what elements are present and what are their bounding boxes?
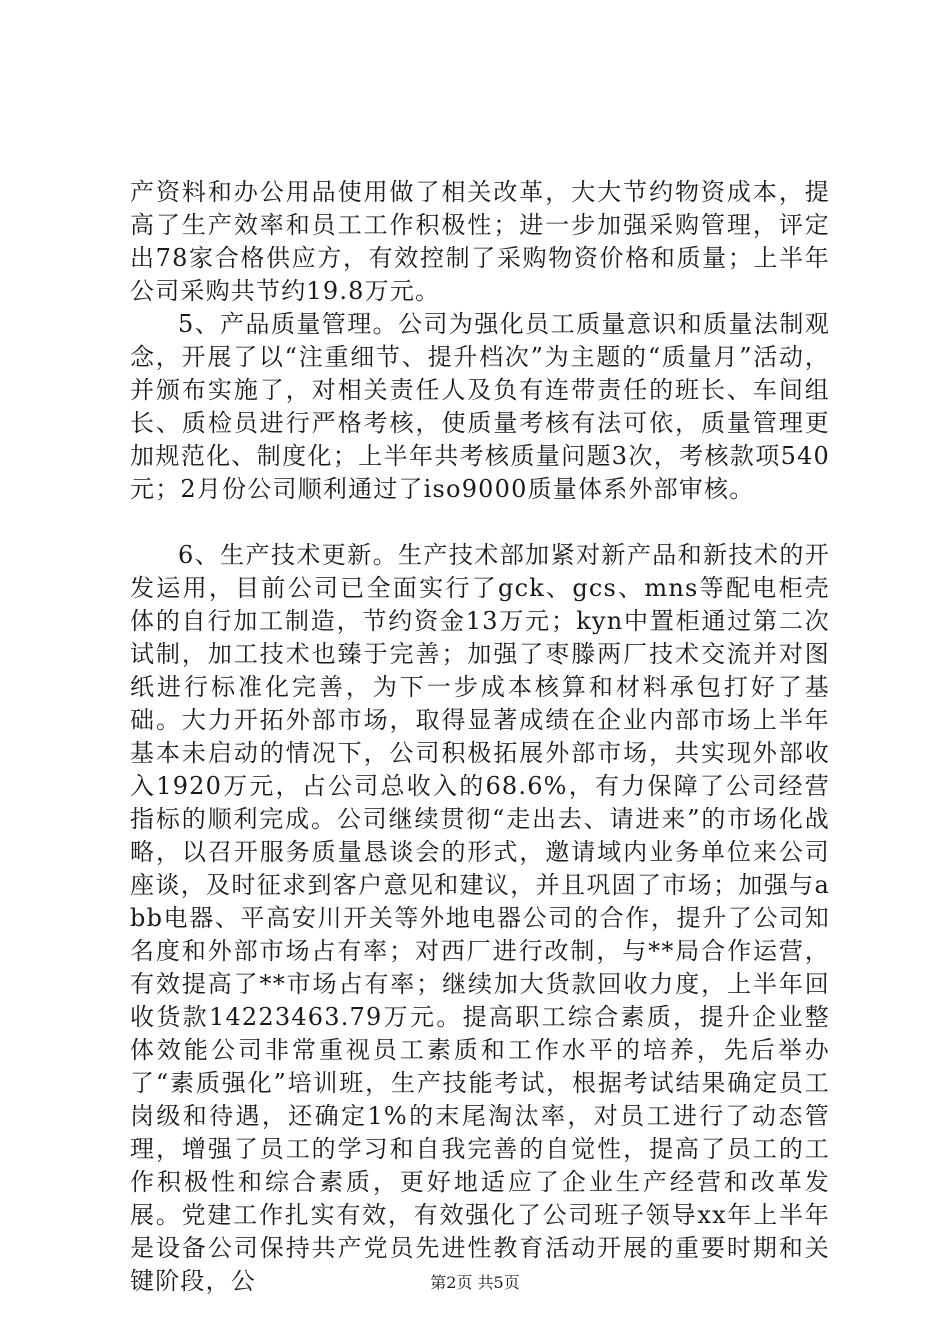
paragraph-technology-update: 6、生产技术更新。生产技术部加紧对新产品和新技术的开发运用，目前公司已全面实行了gck、gcs、mns等配电柜壳体的自行加工制造，节约资金13万元；kyn中置柜通过第二次试制，加工技术也臻于完善；加强了枣滕两厂技术交流并对图纸进行标准化完善，为下一步成本核算和材料承包打好了基础。大力开拓外部市场，取得显著成绩在企业内部市场上半年基本未启动的情况下，公司积极拓展外部市场，共实现外部收入1920万元，占公司总收入的68.6%，有力保障了公司经营指标的顺利完成。公司继续贯彻“走出去、请进来”的市场化战略，以召开服务质量恳谈会的形式，邀请域内业务单位来公司座谈，及时征求到客户意见和建议，并且巩固了市场；加强与abb电器、平高安川开关等外地电器公司的合作，提升了公司知名度和外部市场占有率；对西厂进行改制，与**局合作运营，有效提高了**市场占有率；继续加大货款回收力度，上半年回收货款14223463.79万元。提高职工综合素质，提升企业整体效能公司非常重视员工素质和工作水平的培养，先后举办了“素质强化”培训班，生产技能考试，根据考试结果确定员工岗级和待遇，还确定1%的末尾淘汰率，对员工进行了动态管理，增强了员工的学习和自我完善的自觉性，提高了员工的工作积极性和综合素质，更好地适应了企业生产经营和改革发展。党建工作扎实有效，有效强化了公司班子领导xx年上半年是设备公司保持共产党员先进性教育活动开展的重要时期和关键阶段，公: [130, 541, 830, 1295]
paragraph-spacer: [130, 506, 830, 539]
document-page: [130, 176, 830, 1298]
page-footer: 第2页 共5页: [430, 1273, 520, 1292]
paragraph-quality-management: 5、产品质量管理。公司为强化员工质量意识和质量法制观念，开展了以“注重细节、提升档次”为主题的“质量月”活动，并颁布实施了，对相关责任人及负有连带责任的班长、车间组长、质检员进行严格考核，使质量考核有法可依，质量管理更加规范化、制度化；上半年共考核质量问题3次，考核款项540元；2月份公司顺利通过了iso9000质量体系外部审核。: [130, 310, 830, 503]
paragraph-continuation: 产资料和办公用品使用做了相关改革，大大节约物资成本，提高了生产效率和员工工作积极性；进一步加强采购管理，评定出78家合格供应方，有效控制了采购物资价格和质量；上半年公司采购共节约19.8万元。: [130, 178, 830, 305]
